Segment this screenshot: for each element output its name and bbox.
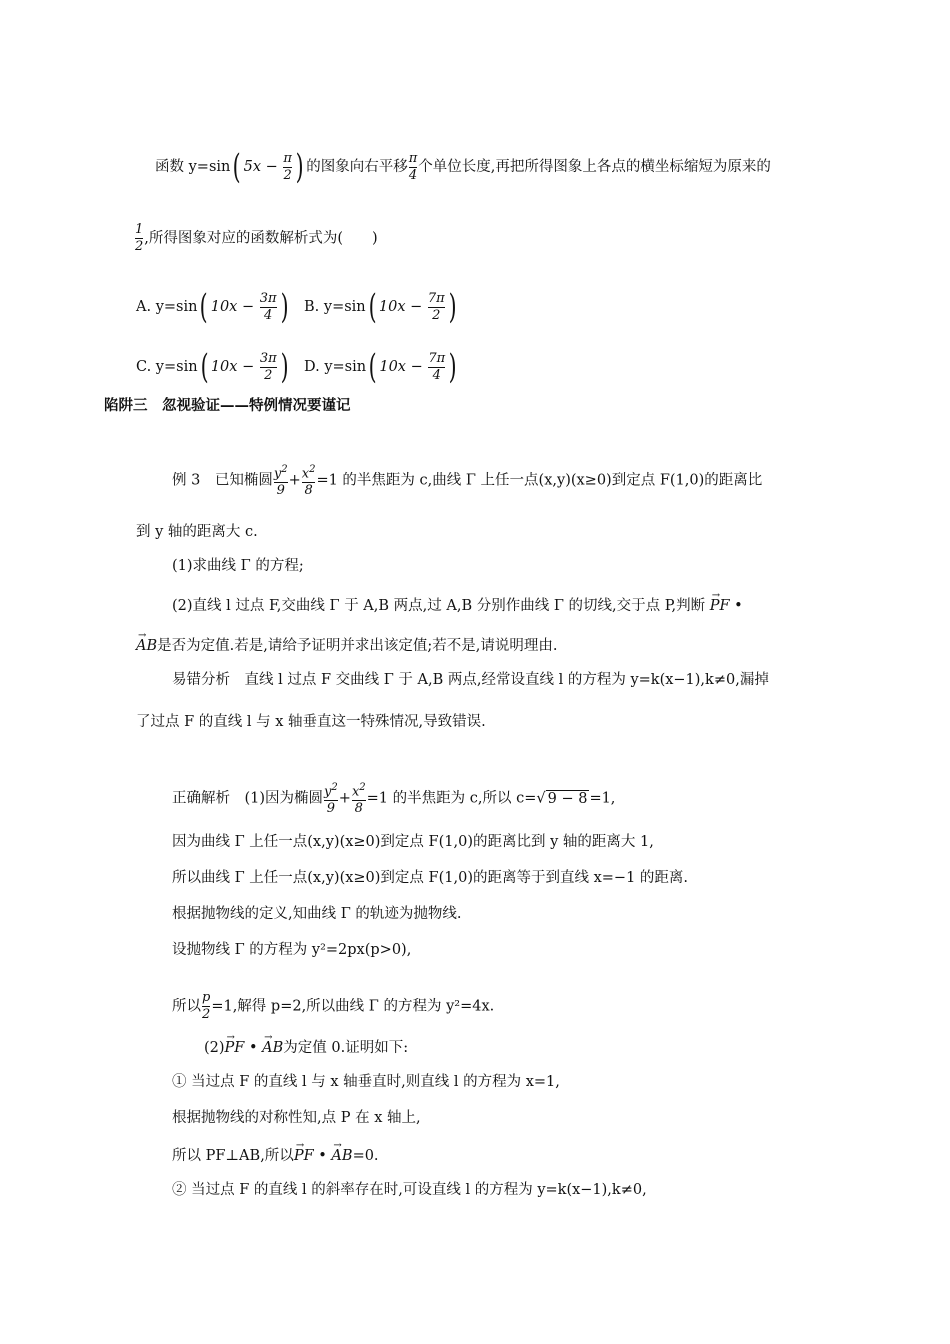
solution-line-7 bbox=[204, 1038, 408, 1058]
solution-line-5: 设抛物线 Γ 的方程为 y²=2px(p>0), bbox=[172, 942, 412, 958]
analysis-line-1: 易错分析 直线 l 过点 F 交曲线 Γ 于 A,B 两点,经常设直线 l 的方程为 y=k(x−1),k≠0,漏掉 bbox=[172, 672, 769, 688]
solution-text: 所以 bbox=[172, 998, 201, 1015]
solution-text: =1, bbox=[589, 790, 616, 807]
solution-line-9: 根据抛物线的对称性知,点 P 在 x 轴上, bbox=[172, 1110, 421, 1126]
section-title: 陷阱三 忽视验证——特例情况要谨记 bbox=[104, 398, 351, 414]
question-line-2 bbox=[134, 222, 378, 255]
right-paren: ) bbox=[295, 147, 304, 187]
analysis-line-2: 了过点 F 的直线 l 与 x 轴垂直这一特殊情况,导致错误. bbox=[136, 714, 486, 730]
option-label: B. y=sin bbox=[304, 299, 366, 315]
vector-pf: → PF bbox=[710, 596, 730, 616]
solution-line-4: 根据抛物线的定义,知曲线 Γ 的轨迹为抛物线. bbox=[172, 906, 462, 922]
solution-line-8: ① 当过点 F 的直线 l 与 x 轴垂直时,则直线 l 的方程为 x=1, bbox=[172, 1074, 560, 1090]
vector-ab: → AB bbox=[136, 636, 157, 656]
solution-line-1: 正确解析 (1)因为椭圆 $\frac{y^2}{9}$ + $\frac{x^2}{8}$ =1 的半焦距为 c,所以 c=√ 9 − 8 =1, bbox=[172, 782, 616, 817]
solution-line-6 bbox=[172, 990, 494, 1023]
fraction: $\frac{\pi}{2}$ bbox=[283, 150, 292, 183]
fraction: $\frac{x^2}{8}$ bbox=[301, 464, 316, 499]
solution-text: =1 的半焦距为 c,所以 c= bbox=[366, 790, 537, 807]
math-arg: 10x − bbox=[210, 299, 259, 315]
fraction: $\frac{7\pi}{4}$ bbox=[428, 350, 446, 383]
sqrt-content: 9 − 8 bbox=[547, 790, 588, 807]
fraction: $\frac{y^2}{9}$ bbox=[273, 464, 288, 499]
solution-text: 所以 PF⊥AB,所以 bbox=[172, 1148, 294, 1164]
vector-ab: → AB bbox=[331, 1146, 352, 1166]
solution-line-2: 因为曲线 Γ 上任一点(x,y)(x≥0)到定点 F(1,0)的距离比到 y 轴的距离大 1, bbox=[172, 834, 654, 850]
math-arg: 10x − bbox=[378, 299, 427, 315]
vector-pf: → PF bbox=[225, 1038, 245, 1058]
dot-operator: • bbox=[313, 1148, 332, 1164]
example-line-1: 例 3 已知椭圆 $\frac{y^2}{9}$ + $\frac{x^2}{8}$ =1 的半焦距为 c,曲线 Γ 上任一点(x,y)(x≥0)到定点 F(1,0)的距离比 bbox=[172, 464, 763, 499]
solution-text: (2) bbox=[204, 1040, 225, 1056]
solution-line-10 bbox=[172, 1146, 379, 1166]
example-text: =1 的半焦距为 c,曲线 Γ 上任一点(x,y)(x≥0)到定点 F(1,0)的距离比 bbox=[316, 472, 763, 489]
left-paren: ( bbox=[233, 147, 241, 187]
math-arg: 10x − bbox=[379, 359, 428, 375]
sqrt-symbol: √ bbox=[536, 790, 546, 807]
math-arg: 5x − bbox=[243, 159, 283, 175]
fraction: $\frac{1}{2}$ bbox=[135, 222, 144, 254]
fraction: $\frac{x^2}{8}$ bbox=[351, 782, 366, 817]
solution-text: =1,解得 p=2,所以曲线 Γ 的方程为 y²=4x. bbox=[211, 998, 495, 1015]
solution-line-3: 所以曲线 Γ 上任一点(x,y)(x≥0)到定点 F(1,0)的距离等于到直线 x=−1 的距离. bbox=[172, 870, 689, 886]
solution-line-11: ② 当过点 F 的直线 l 的斜率存在时,可设直线 l 的方程为 y=k(x−1),k≠0, bbox=[172, 1182, 647, 1198]
question-line-1 bbox=[155, 147, 771, 187]
option-c: C. y=sin( 10x − $\frac{3\pi}{2}$ ) bbox=[136, 347, 289, 387]
example-q2-cont bbox=[136, 636, 557, 656]
dot-operator: • bbox=[729, 598, 743, 614]
example-q1: (1)求曲线 Γ 的方程; bbox=[172, 558, 304, 574]
option-d: D. y=sin( 10x − $\frac{7\pi}{4}$ ) bbox=[304, 347, 457, 387]
fraction: $\frac{p}{2}$ bbox=[202, 990, 211, 1022]
fraction: $\frac{y^2}{9}$ bbox=[324, 782, 338, 817]
fraction: $\frac{3\pi}{2}$ bbox=[259, 350, 277, 383]
question-text: 个单位长度,再把所得图象上各点的横坐标缩短为原来的 bbox=[418, 159, 771, 175]
question-text: 的图象向右平移 bbox=[306, 159, 408, 175]
solution-text: 为定值 0.证明如下: bbox=[283, 1040, 409, 1056]
option-a: A. y=sin( 10x − $\frac{3\pi}{4}$ ) bbox=[136, 287, 289, 327]
solution-text: =0. bbox=[352, 1148, 379, 1164]
question-text: 函数 y=sin bbox=[155, 159, 231, 175]
fraction: $\frac{7\pi}{2}$ bbox=[427, 290, 445, 323]
example-text: 是否为定值.若是,请给予证明并求出该定值;若不是,请说明理由. bbox=[157, 638, 558, 654]
dot-operator: • bbox=[244, 1040, 263, 1056]
option-label: C. y=sin bbox=[136, 359, 198, 375]
solution-text: 正确解析 (1)因为椭圆 bbox=[172, 790, 324, 807]
example-text: (2)直线 l 过点 F,交曲线 Γ 于 A,B 两点,过 A,B 分别作曲线 Γ 的切线,交于点 P,判断 bbox=[172, 598, 706, 614]
option-label: D. y=sin bbox=[304, 359, 367, 375]
example-line-2: 到 y 轴的距离大 c. bbox=[136, 524, 258, 540]
example-text: 例 3 已知椭圆 bbox=[172, 472, 273, 489]
vector-ab: → AB bbox=[262, 1038, 283, 1058]
question-text: ,所得图象对应的函数解析式为( ) bbox=[144, 230, 378, 247]
fraction: $\frac{3\pi}{4}$ bbox=[259, 290, 277, 323]
vector-pf: → PF bbox=[294, 1146, 314, 1166]
math-arg: 10x − bbox=[210, 359, 259, 375]
option-label: A. y=sin bbox=[136, 299, 198, 315]
fraction: $\frac{\pi}{4}$ bbox=[408, 150, 418, 183]
example-q2 bbox=[172, 596, 743, 616]
option-b: B. y=sin( 10x − $\frac{7\pi}{2}$ ) bbox=[304, 287, 457, 327]
